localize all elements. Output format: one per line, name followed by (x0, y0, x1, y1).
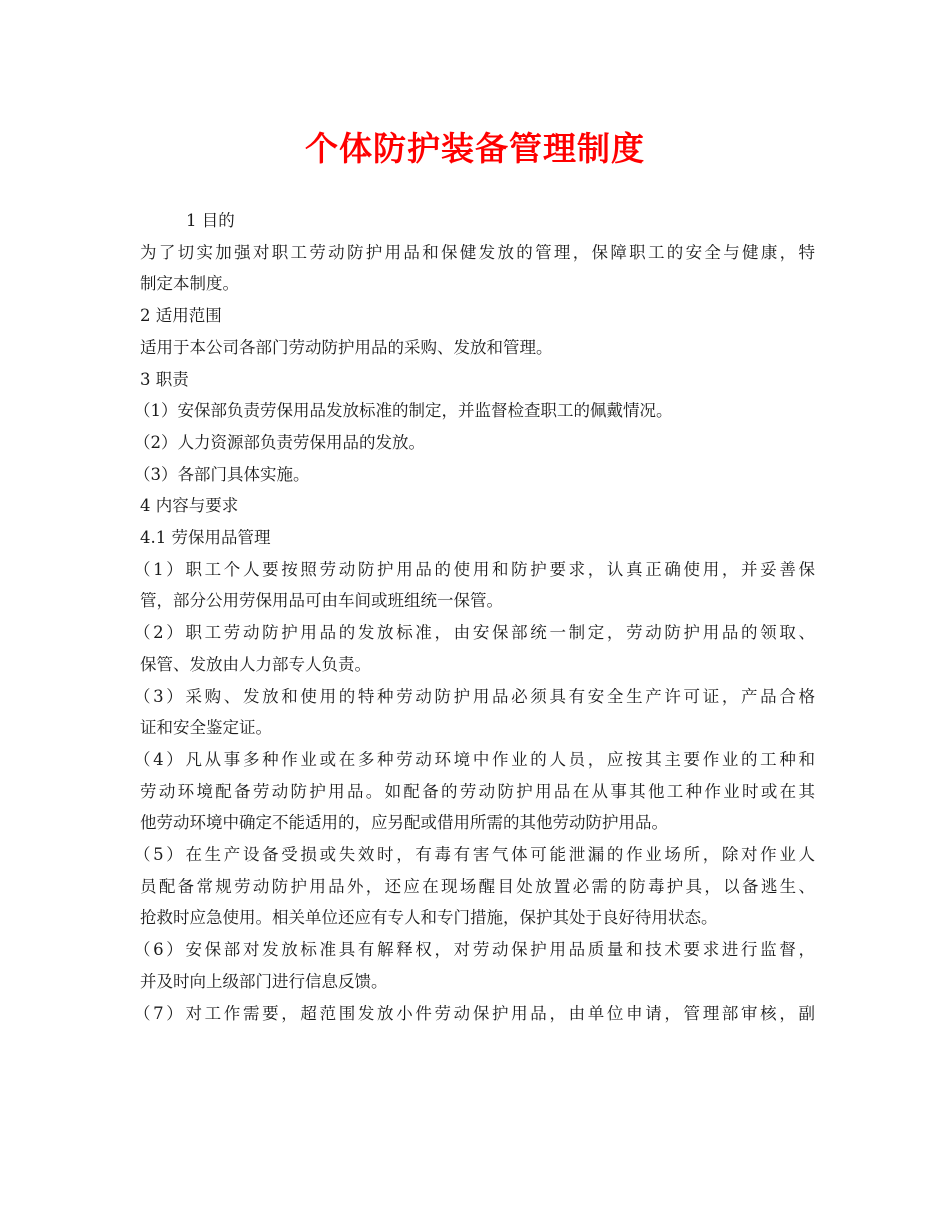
list-item: （7）对工作需要，超范围发放小件劳动保护用品，由单位申请，管理部审核，副 (134, 1003, 815, 1023)
list-item: （4）凡从事多种作业或在多种劳动环境中作业的人员，应按其主要作业的工种和 (134, 749, 815, 769)
document-title: 个体防护装备管理制度 (305, 129, 645, 168)
document-body (134, 205, 815, 1029)
paragraph-line: 员配备常规劳动防护用品外，还应在现场醒目处放置必需的防毒护具，以备逃生、 (140, 876, 815, 896)
list-item: （5）在生产设备受损或失效时，有毒有害气体可能泄漏的作业场所，除对作业人 (134, 845, 815, 865)
paragraph-line: 适用于本公司各部门劳动防护用品的采购、发放和管理。 (140, 337, 553, 357)
list-item: （2）人力资源部负责劳保用品的发放。 (134, 432, 425, 452)
paragraph-line: 为了切实加强对职工劳动防护用品和保健发放的管理，保障职工的安全与健康，特 (140, 242, 815, 262)
section-heading-2: 2 适用范围 (140, 306, 222, 326)
paragraph-line: 他劳动环境中确定不能适用的，应另配或借用所需的其他劳动防护用品。 (140, 813, 668, 833)
subsection-heading-4-1: 4.1 劳保用品管理 (140, 528, 271, 548)
list-item: （3）采购、发放和使用的特种劳动防护用品必须具有安全生产许可证，产品合格 (134, 686, 815, 706)
paragraph-line: 保管、发放由人力部专人负责。 (140, 654, 371, 674)
list-item: （1）安保部负责劳保用品发放标准的制定，并监督检查职工的佩戴情况。 (134, 401, 673, 421)
section-heading-3: 3 职责 (140, 369, 189, 389)
paragraph-line: 管，部分公用劳保用品可由车间或班组统一保管。 (140, 591, 503, 611)
list-item: （6）安保部对发放标准具有解释权，对劳动保护用品质量和技术要求进行监督， (134, 940, 815, 960)
paragraph-line: 制定本制度。 (140, 274, 239, 294)
list-item: （3）各部门具体实施。 (134, 464, 310, 484)
list-item: （2）职工劳动防护用品的发放标准，由安保部统一制定，劳动防护用品的领取、 (134, 623, 815, 643)
section-heading-1: 1 目的 (186, 211, 235, 230)
paragraph-line: 抢救时应急使用。相关单位还应有专人和专门措施，保护其处于良好待用状态。 (140, 908, 718, 928)
paragraph-line: 证和安全鉴定证。 (140, 718, 272, 738)
section-heading-4: 4 内容与要求 (140, 496, 239, 516)
paragraph-line: 劳动环境配备劳动防护用品。如配备的劳动防护用品在从事其他工种作业时或在其 (140, 781, 815, 801)
list-item: （1）职工个人要按照劳动防护用品的使用和防护要求，认真正确使用，并妥善保 (134, 559, 815, 579)
paragraph-line: 并及时向上级部门进行信息反馈。 (140, 971, 388, 991)
